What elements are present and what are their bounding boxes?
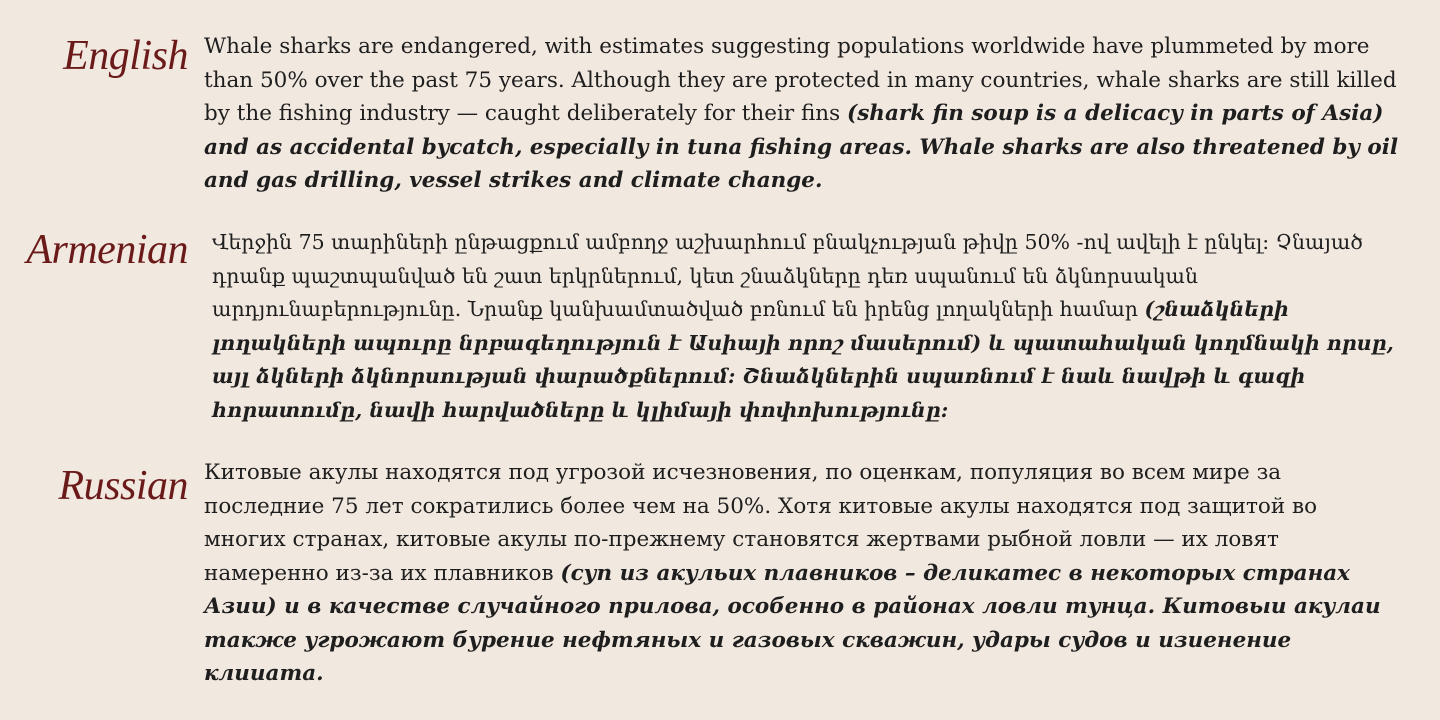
paragraph-russian (204, 456, 1404, 691)
language-label-armenian: Armenian (26, 227, 188, 273)
paragraph-russian-plain: Китовые акулы находятся под угрозой исчезновения, по оценкам, популяция во всем мире за последние 75 лет сократились более чем на 50%. Хотя китовые акулы находятся под защитой во многих странах, китовые акулы по-прежнему становятся жертвами рыбной ловли — их ловят намеренно из-за их плавников (204, 460, 1318, 586)
paragraph-russian-italic: (суп из акульих плавников – деликатес в некоторых странах Азии) и в качестве случайного прилова, особенно в районах ловли тунца. Китовыи акулаи также угрожают бурение нефтяных и газовых скважин, удары судов и изиенение клииата. (204, 560, 1381, 686)
paragraph-english-plain: Whale sharks are endangered, with estimates suggesting populations worldwide have plummeted by more than 50% over the past 75 years. Although they are protected in many countries, whale sharks are still killed by the fishing industry — caught deliberately for their fins (204, 34, 1397, 126)
language-label-english: English (63, 33, 188, 79)
language-label-russian: Russian (58, 463, 188, 509)
paragraph-english (204, 30, 1414, 198)
paragraph-english-italic: (shark fin soup is a delicacy in parts of Asia) and as accidental bycatch, especially in tuna fishing areas. Whale sharks are also threatened by oil and gas drilling, vessel strikes and climate change. (204, 101, 1399, 193)
paragraph-armenian-plain: Վերջին 75 տարիների ընթացքում ամբողջ աշխարհում բնակչության թիվը 50% -ով ավելի է ընկել: Չնայած դրանք պաշտպանված են շատ երկրներում, կետ շնաձկները դեռ սպանում են ձկնորսական արդյունաբերությունը. Նրանք կանխամտածված բռնում են իրենց լողակների համար (212, 230, 1363, 321)
paragraph-armenian-italic: (շնաձկների լողակների ապուրը նրբագեղություն է Ասիայի որոշ մասերում) և պատահական կողմնակի որսը, այլ ձկների ձկնորսության փարածքներում: Շնաձկներին սպառնում է նաև նավթի և գազի հորատումը, նավի հարվածները և կլիմայի փոփոխությունը: (212, 297, 1394, 422)
paragraph-armenian (212, 226, 1412, 427)
